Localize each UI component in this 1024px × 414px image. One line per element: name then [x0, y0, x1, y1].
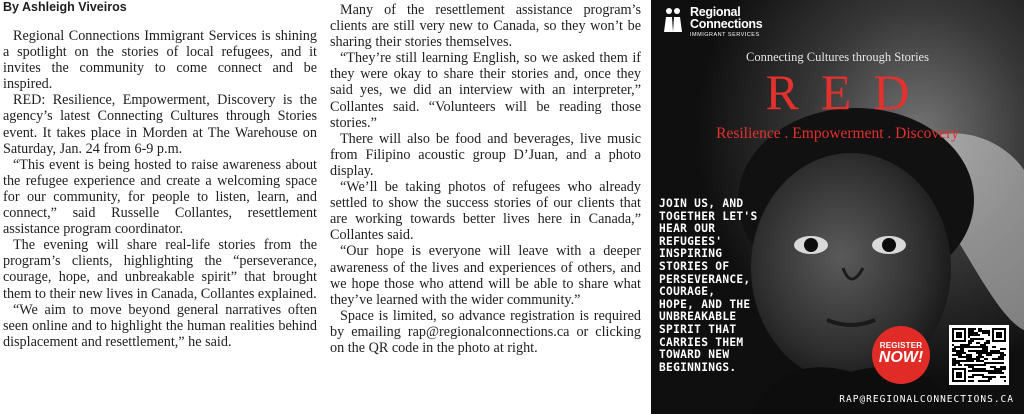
brand-subtitle: IMMIGRANT SERVICES [690, 32, 760, 38]
paragraph: Space is limited, so advance registration is required by emailing rap@regionalconnections.ca or clicking on the QR code in the photo at right. [330, 307, 641, 356]
paragraph: “They’re still learning English, so we asked them if they were okay to share their stories and, once they said yes, we did an interview with an interpreter,” Collantes said. “Volunteers will be reading those stories.” [330, 50, 641, 131]
poster-subtitle: Resilience . Empowerment . Discovery [716, 125, 959, 142]
poster-email[interactable]: RAP@REGIONALCONNECTIONS.CA [839, 394, 1014, 405]
register-now-badge[interactable] [872, 326, 930, 384]
register-label: REGISTER [879, 341, 923, 350]
brand-logo [661, 6, 762, 38]
paragraph: The evening will share real-life stories from the program’s clients, highlighting the “perseverance, courage, hope, and unbreakable spirit” that brought them to their new lives in Canada, Collantes explained. [3, 237, 317, 302]
paragraph: RED: Resilience, Empowerment, Discovery is the agency’s latest Connecting Cultures through Stories event. It takes place in Morden at The Warehouse on Saturday, Jan. 24 from 6-9 p.m. [3, 92, 317, 157]
paragraph: “Our hope is everyone will leave with a deeper awareness of the lives and experiences of others, and we hope those who attend will be able to share what they’ve learned with the wider community.” [330, 243, 641, 308]
article-column-1 [3, 28, 317, 350]
byline: By Ashleigh Viveiros [3, 0, 127, 14]
poster-invitation-text: JOIN US, AND TOGETHER LET'S HEAR OUR REFUGEES' INSPIRING STORIES OF PERSEVERANCE, COURAGE, HOPE, AND THE UNBREAKABLE SPIRIT THAT CARRIES THEM TOWARD NEW BEGINNINGS. [659, 197, 758, 374]
brand-name-line1: Regional [690, 5, 741, 19]
event-poster [651, 0, 1024, 414]
poster-tagline: Connecting Cultures through Stories [746, 50, 929, 64]
logo-icon [661, 6, 685, 34]
register-now-label: NOW! [878, 349, 924, 366]
qr-code[interactable] [949, 325, 1009, 385]
paragraph: Many of the resettlement assistance program’s clients are still very new to Canada, so they won’t be sharing their stories themselves. [330, 2, 641, 51]
paragraph: There will also be food and beverages, live music from Filipino acoustic group D’Juan, and a photo display. [330, 130, 641, 179]
paragraph: “We aim to move beyond general narratives often seen online and to highlight the human realities behind displacement and resettlement,” he said. [3, 301, 317, 350]
paragraph: “This event is being hosted to raise awareness about the refugee experience and create a welcoming space for our community, for people to listen, learn, and connect,” said Russelle Collantes, resettlement assistance program coordinator. [3, 156, 317, 238]
qr-code-icon [952, 328, 1006, 382]
poster-title: RED [765, 64, 932, 120]
brand-name-line2: Connections [690, 17, 763, 31]
paragraph: Regional Connections Immigrant Services is shining a spotlight on the stories of local refugees, and it invites the community to come connect and be inspired. [3, 28, 317, 93]
paragraph: “We’ll be taking photos of refugees who already settled to show the success stories of our clients that are working towards better lives here in Canada,” Collantes said. [330, 179, 641, 244]
article-column-2 [330, 2, 641, 356]
